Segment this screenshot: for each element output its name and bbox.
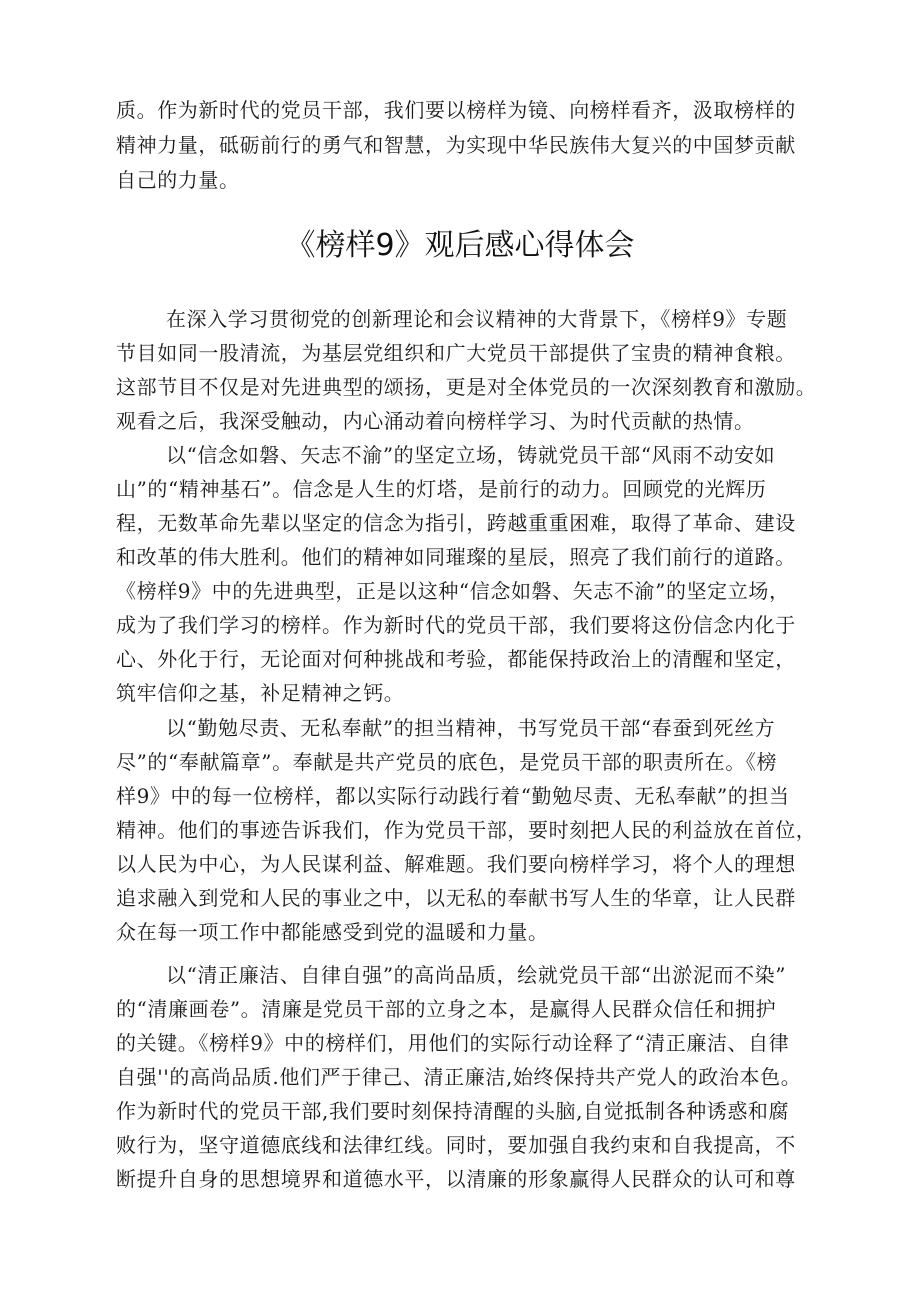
paragraph-4-line-1: 以“清正廉洁、自律自强”的高尚品质，绘就党员干部“出淤泥而不染” bbox=[166, 963, 787, 987]
paragraph-2-line-2: 山”的“精神基石”。信念是人生的灯塔，是前行的动力。回顾党的光辉历 bbox=[116, 477, 767, 501]
paragraph-3-line-6: 追求融入到党和人民的事业之中，以无私的奉献书写人生的华章，让人民群 bbox=[116, 886, 796, 910]
paragraph-4-line-3: 的关键。《榜样9》中的榜样们，用他们的实际行动诠释了“清正廉洁、自律 bbox=[116, 1031, 790, 1055]
paragraph-4-line-5: 作为新时代的党员干部,我们要时刻保持清醒的头脑,自觉抵制各种诱惑和腐 bbox=[116, 1099, 790, 1123]
intro-line-3: 自己的力量。 bbox=[116, 168, 240, 192]
paragraph-3-line-2: 尽”的“奉献篇章”。奉献是共产党员的底色，是党员干部的职责所在。《榜 bbox=[116, 750, 778, 774]
paragraph-2-line-1: 以“信念如磐、矢志不渝”的坚定立场，铸就党员干部“风雨不动安如 bbox=[166, 443, 776, 467]
document-title: 《榜样9》观后感心得体会 bbox=[285, 228, 635, 263]
paragraph-3-line-5: 以人民为中心，为人民谋利益、解难题。我们要向榜样学习，将个人的理想 bbox=[116, 852, 796, 876]
paragraph-1-line-1: 在深入学习贯彻党的创新理论和会议精神的大背景下，《榜样9》专题 bbox=[166, 307, 788, 331]
paragraph-1-line-2: 节目如同一股清流，为基层党组织和广大党员干部提供了宝贵的精神食粮。 bbox=[116, 341, 796, 365]
paragraph-1-line-3: 这部节目不仅是对先进典型的颂扬，更是对全体党员的一次深刻教育和激励。 bbox=[116, 375, 817, 399]
paragraph-2-line-6: 成为了我们学习的榜样。作为新时代的党员干部，我们要将这份信念内化于 bbox=[116, 613, 796, 637]
paragraph-3-line-3: 样9》中的每一位榜样，都以实际行动践行着“勤勉尽责、无私奉献”的担当 bbox=[116, 784, 790, 808]
paragraph-2-line-4: 和改革的伟大胜利。他们的精神如同璀璨的星辰，照亮了我们前行的道路。 bbox=[116, 545, 796, 569]
paragraph-4-line-6: 败行为，坚守道德底线和法律红线。同时，要加强自我约束和自我提高，不 bbox=[116, 1133, 796, 1157]
paragraph-2-line-7: 心、外化于行，无论面对何种挑战和考验，都能保持政治上的清醒和坚定， bbox=[116, 647, 796, 671]
paragraph-3-line-1: 以“勤勉尽责、无私奉献”的担当精神，书写党员干部“春蚕到死丝方 bbox=[166, 716, 776, 740]
intro-line-2: 精神力量，砥砺前行的勇气和智慧，为实现中华民族伟大复兴的中国梦贡献 bbox=[116, 133, 796, 157]
paragraph-2-line-5: 《榜样9》中的先进典型，正是以这种“信念如磐、矢志不渝”的坚定立场， bbox=[116, 579, 790, 603]
paragraph-4-line-2: 的“清廉画卷”。清廉是党员干部的立身之本，是赢得人民群众信任和拥护 bbox=[116, 997, 777, 1021]
paragraph-2-line-8: 筑牢信仰之基，补足精神之钙。 bbox=[116, 681, 405, 705]
paragraph-1-line-4: 观看之后，我深受触动，内心涌动着向榜样学习、为时代贡献的热情。 bbox=[116, 409, 755, 433]
paragraph-3-line-7: 众在每一项工作中都能感受到党的温暖和力量。 bbox=[116, 920, 549, 944]
intro-line-1: 质。作为新时代的党员干部，我们要以榜样为镜、向榜样看齐，汲取榜样的 bbox=[116, 98, 796, 122]
paragraph-4-line-7: 断提升自身的思想境界和道德水平，以清廉的形象赢得人民群众的认可和尊 bbox=[116, 1167, 796, 1191]
paragraph-3-line-4: 精神。他们的事迹告诉我们，作为党员干部，要时刻把人民的利益放在首位， bbox=[116, 818, 817, 842]
paragraph-4-line-4: 自强''的高尚品质.他们严于律己、清正廉洁,始终保持共产党人的政治本色。 bbox=[116, 1065, 802, 1089]
paragraph-2-line-3: 程，无数革命先辈以坚定的信念为指引，跨越重重困难，取得了革命、建设 bbox=[116, 511, 796, 535]
